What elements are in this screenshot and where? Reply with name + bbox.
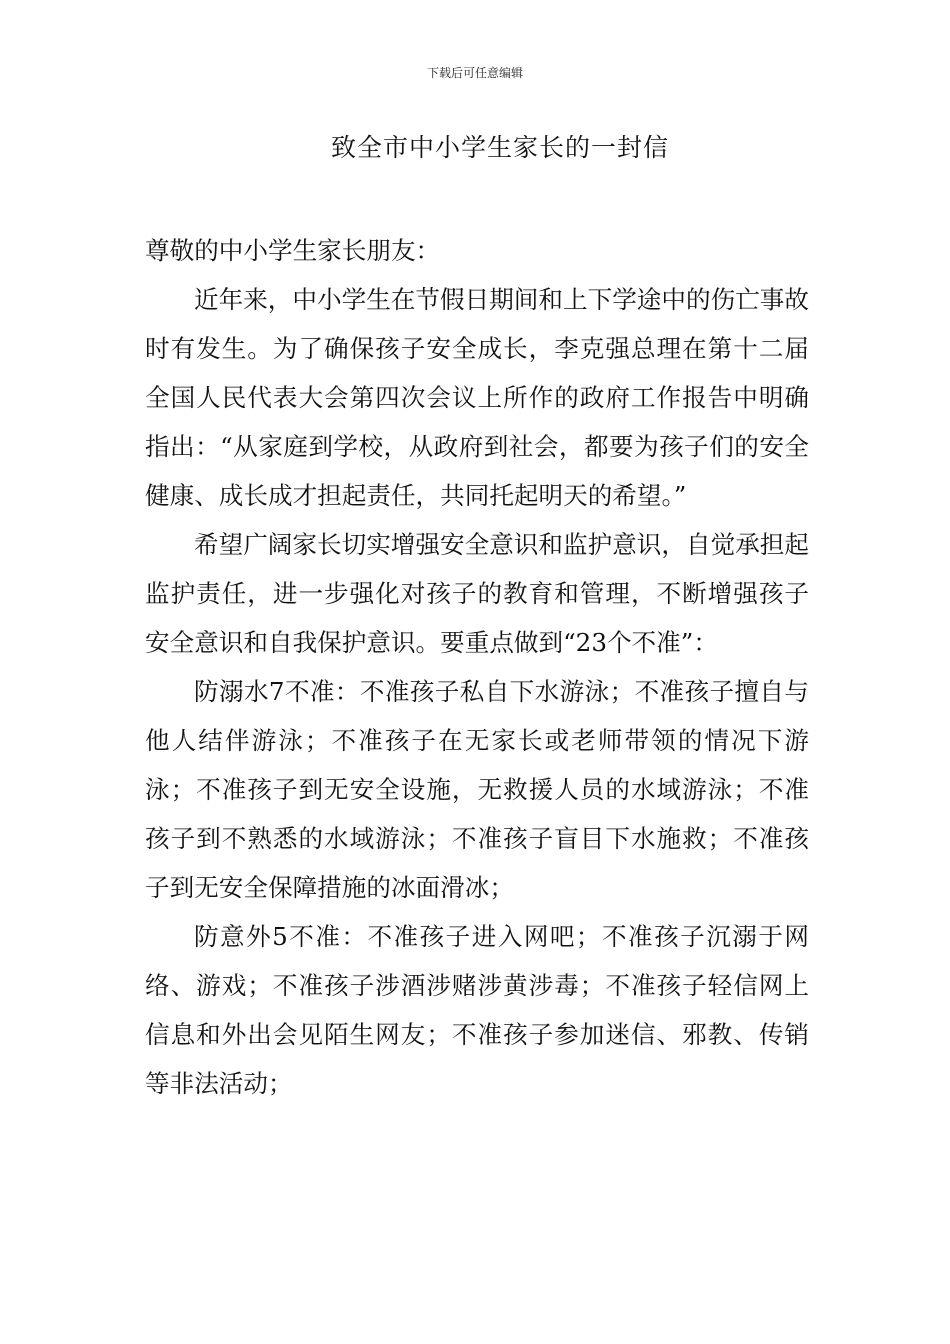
paragraph-drowning-rules: 防溺水7不准：不准孩子私自下水游泳；不准孩子擅自与他人结伴游泳；不准孩子在无家长或老师带领的情况下游泳；不准孩子到无安全设施，无救援人员的水域游泳；不准孩子到不熟悉的水域游泳；不准孩子盲目下水施救；不准孩子到无安全保障措施的冰面滑冰； (145, 677, 809, 902)
letter-body (145, 226, 809, 1108)
paragraph-accident-rules: 防意外5不准：不准孩子进入网吧；不准孩子沉溺于网络、游戏；不准孩子涉酒涉赌涉黄涉毒；不准孩子轻信网上信息和外出会见陌生网友；不准孩子参加迷信、邪教、传销等非法活动； (145, 922, 809, 1098)
page-header-note: 下载后可任意编辑 (426, 66, 523, 80)
letter-salutation: 尊敬的中小学生家长朋友： (145, 236, 441, 265)
paragraph-appeal: 希望广阔家长切实增强安全意识和监护意识，自觉承担起监护责任，进一步强化对孩子的教育和管理，不断增强孩子安全意识和自我保护意识。要重点做到“23个不准”： (145, 530, 809, 657)
paragraph-intro: 近年来，中小学生在节假日期间和上下学途中的伤亡事故时有发生。为了确保孩子安全成长，李克强总理在第十二届全国人民代表大会第四次会议上所作的政府工作报告中明确指出：“从家庭到学校，从政府到社会，都要为孩子们的安全健康、成长成才担起责任，共同托起明天的希望。” (145, 285, 809, 510)
letter-title: 致全市中小学生家长的一封信 (330, 133, 669, 162)
